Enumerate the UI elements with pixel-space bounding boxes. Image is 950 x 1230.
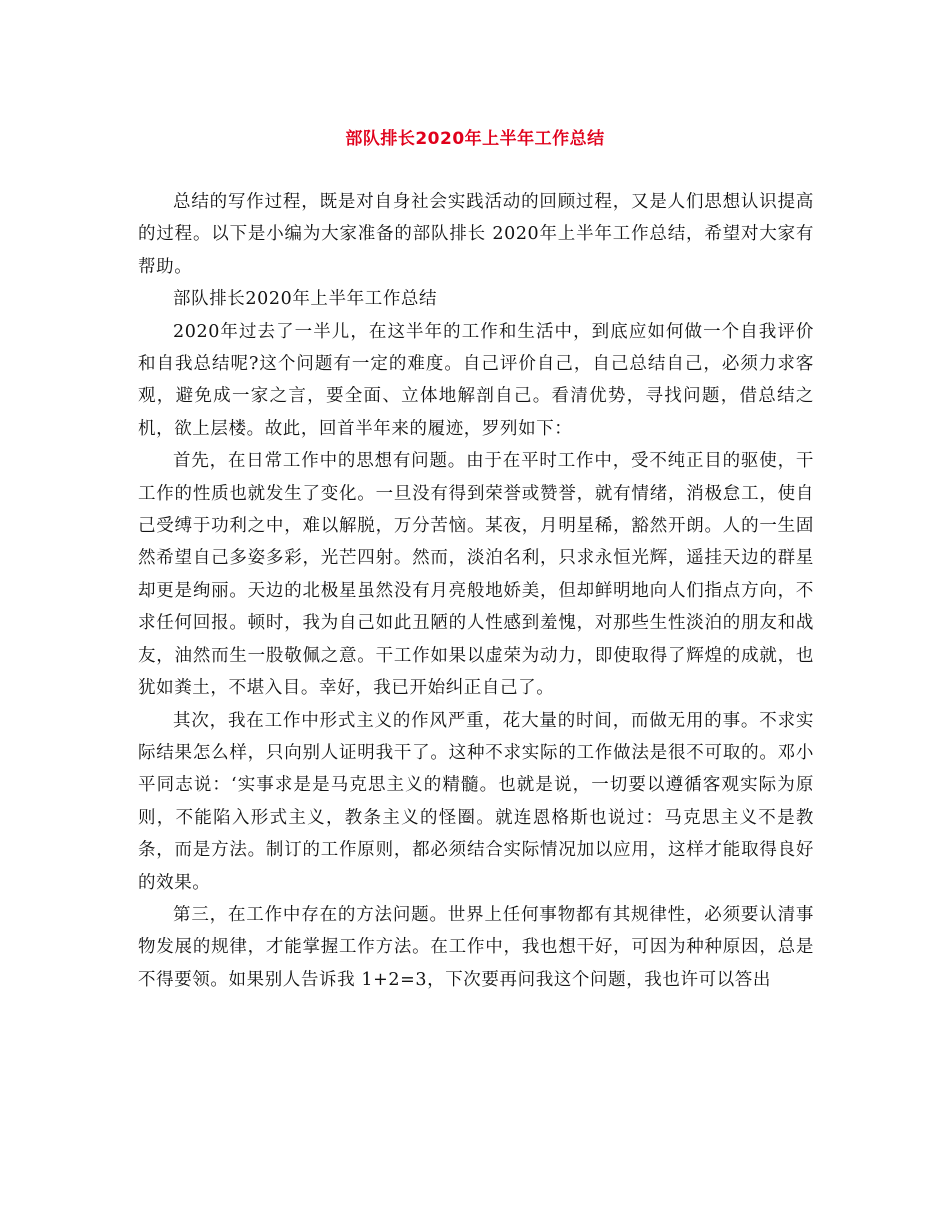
paragraph-second-point: 其次，我在工作中形式主义的作风严重，花大量的时间，而做无用的事。不求实际结果怎么样，只向别人证明我干了。这种不求实际的工作做法是很不可取的。邓小平同志说：‘实事求是是马克思主义的精髓。也就是说，一切要以遵循客观实际为原则，不能陷入形式主义，教条主义的怪圈。就连恩格斯也说过：马克思主义不是教条，而是方法。制订的工作原则，都必须结合实际情况加以应用，这样才能取得良好的效果。 bbox=[138, 710, 814, 893]
document-body bbox=[138, 186, 814, 996]
document-title: 部队排长2020年上半年工作总结 bbox=[345, 129, 605, 149]
paragraph-third-point: 第三，在工作中存在的方法问题。世界上任何事物都有其规律性，必须要认清事物发展的规律，才能掌握工作方法。在工作中，我也想干好，可因为种种原因，总是不得要领。如果别人告诉我 1+2=3，下次要再问我这个问题，我也许可以答出 bbox=[138, 904, 814, 990]
paragraph-opening: 2020年过去了一半儿，在这半年的工作和生活中，到底应如何做一个自我评价和自我总结呢?这个问题有一定的难度。自己评价自己，自己总结自己，必须力求客观，避免成一家之言，要全面、立体地解剖自己。看清优势，寻找问题，借总结之机，欲上层楼。故此，回首半年来的履迹，罗列如下： bbox=[138, 321, 814, 439]
paragraph-first-point: 首先，在日常工作中的思想有问题。由于在平时工作中，受不纯正目的驱使，干工作的性质也就发生了变化。一旦没有得到荣誉或赞誉，就有情绪，消极怠工，使自己受缚于功利之中，难以解脱，万分苦恼。某夜，月明星稀，豁然开朗。人的一生固然希望自己多姿多彩，光芒四射。然而，淡泊名利，只求永恒光辉，遥挂天边的群星却更是绚丽。天边的北极星虽然没有月亮般地娇美，但却鲜明地向人们指点方向，不求任何回报。顿时，我为自己如此丑陋的人性感到羞愧，对那些生性淡泊的朋友和战友，油然而生一股敬佩之意。干工作如果以虚荣为动力，即使取得了辉煌的成就，也犹如粪土，不堪入目。幸好，我已开始纠正自己了。 bbox=[138, 451, 814, 699]
paragraph-subtitle: 部队排长2020年上半年工作总结 bbox=[173, 289, 438, 310]
paragraph-intro: 总结的写作过程，既是对自身社会实践活动的回顾过程，又是人们思想认识提高的过程。以下是小编为大家准备的部队排长 2020年上半年工作总结，希望对大家有帮助。 bbox=[138, 192, 814, 277]
